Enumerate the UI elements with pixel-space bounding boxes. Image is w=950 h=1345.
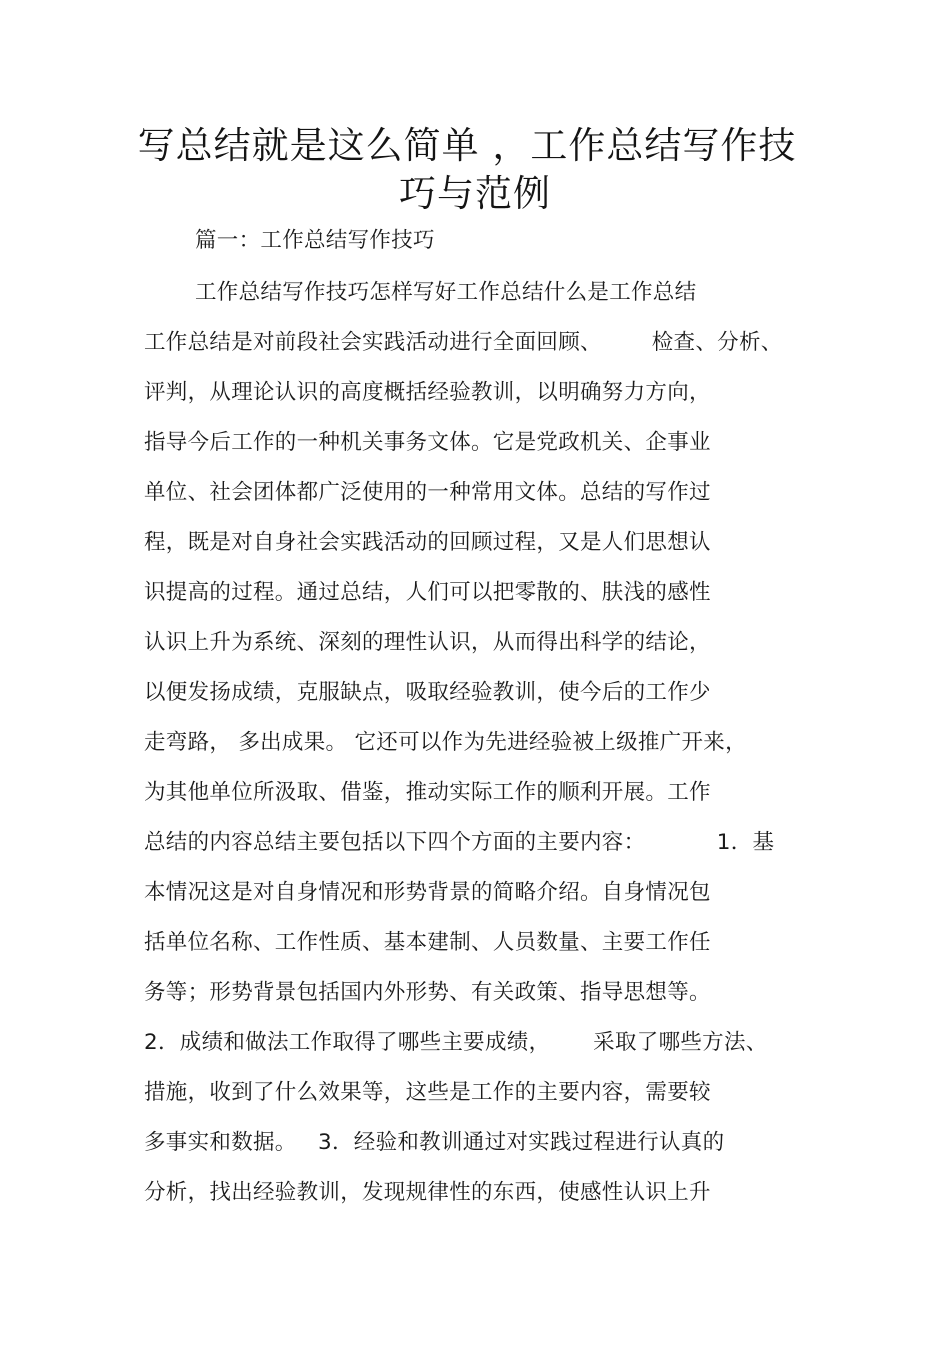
paragraph-line: 程，既是对自身社会实践活动的回顾过程，又是人们思想认 bbox=[144, 530, 711, 555]
paragraph-line: 评判，从理论认识的高度概括经验教训，以明确努力方向， bbox=[144, 380, 711, 405]
paragraph-line: 工作总结是对前段社会实践活动进行全面回顾、 检查、分析、 bbox=[144, 330, 783, 355]
document-title-line-1: 写总结就是这么简单 ，工作总结写作技 bbox=[137, 124, 797, 167]
paragraph-line: 识提高的过程。通过总结，人们可以把零散的、肤浅的感性 bbox=[144, 580, 711, 605]
paragraph-line: 指导今后工作的一种机关事务文体。它是党政机关、企事业 bbox=[144, 430, 711, 455]
paragraph-line: 括单位名称、工作性质、基本建制、人员数量、主要工作任 bbox=[144, 930, 711, 955]
paragraph-line: 为其他单位所汲取、借鉴，推动实际工作的顺利开展。工作 bbox=[144, 780, 711, 805]
paragraph-line: 多事实和数据。 3．经验和教训通过对实践过程进行认真的 bbox=[144, 1130, 725, 1155]
paragraph-line: 2．成绩和做法工作取得了哪些主要成绩， 采取了哪些方法、 bbox=[144, 1030, 768, 1055]
paragraph-line: 本情况这是对自身情况和形势背景的简略介绍。自身情况包 bbox=[144, 880, 711, 905]
section-heading: 篇一：工作总结写作技巧 bbox=[195, 228, 435, 253]
paragraph-line: 措施，收到了什么效果等，这些是工作的主要内容，需要较 bbox=[144, 1080, 711, 1105]
paragraph-line: 认识上升为系统、深刻的理性认识，从而得出科学的结论， bbox=[144, 630, 711, 655]
document-title-line-2: 巧与范例 bbox=[399, 172, 551, 215]
paragraph-line: 分析，找出经验教训，发现规律性的东西，使感性认识上升 bbox=[144, 1180, 711, 1205]
paragraph-line: 走弯路， 多出成果。 它还可以作为先进经验被上级推广开来， bbox=[144, 730, 747, 755]
paragraph-line: 单位、社会团体都广泛使用的一种常用文体。总结的写作过 bbox=[144, 480, 711, 505]
paragraph-line: 务等；形势背景包括国内外形势、有关政策、指导思想等。 bbox=[144, 980, 711, 1005]
paragraph-first-line: 工作总结写作技巧怎样写好工作总结什么是工作总结 bbox=[195, 280, 697, 305]
paragraph-line: 总结的内容总结主要包括以下四个方面的主要内容： 1．基 bbox=[144, 830, 775, 855]
paragraph-line: 以便发扬成绩，克服缺点，吸取经验教训，使今后的工作少 bbox=[144, 680, 711, 705]
